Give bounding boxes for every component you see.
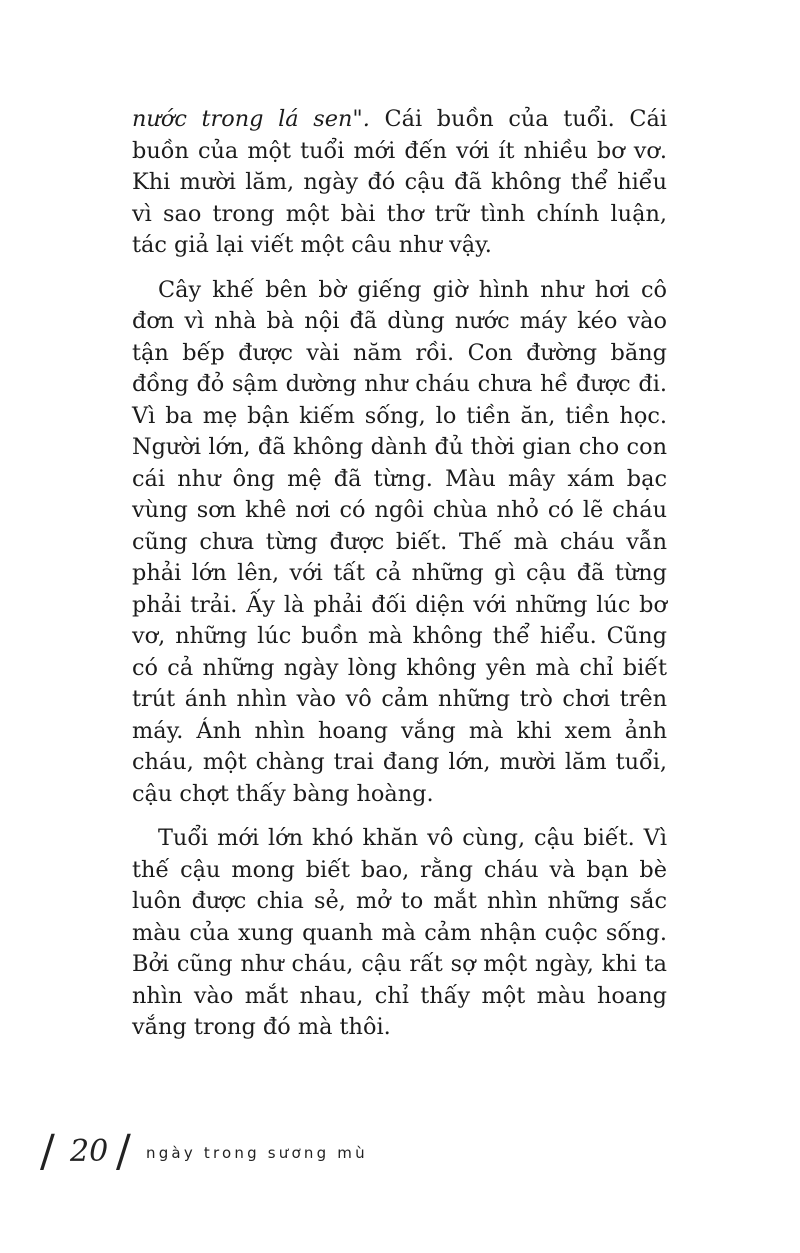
page-footer: [40, 1126, 460, 1178]
paragraph-text: Tuổi mới lớn khó khăn vô cùng, cậu biết. Vì thế cậu mong biết bao, rằng cháu và bạn bè luôn được chia sẻ, mở to mắt nhìn những sắc màu của xung quanh mà cảm nhận cuộc sống. Bởi cũng như cháu, cậu rất sợ một ngày, khi ta nhìn vào mắt nhau, chỉ thấy một màu hoang vắng trong đó mà thôi.: [132, 825, 667, 1040]
paragraph: [132, 104, 667, 262]
paragraph: [132, 275, 667, 811]
page-number: 20: [70, 1134, 109, 1169]
italic-quote: nước trong lá sen".: [132, 106, 370, 132]
paragraph-text: Cái buồn của tuổi. Cái buồn của một tuổi mới đến với ít nhiều bơ vơ. Khi mười lăm, ngày đó cậu đã không thể hiểu vì sao trong một bài thơ trữ tình chính luận, tác giả lại viết một câu như vậy.: [132, 106, 667, 258]
running-title: ngày trong sương mù: [146, 1144, 368, 1162]
body-text: [132, 104, 667, 1057]
paragraph-text: Cây khế bên bờ giếng giờ hình như hơi cô đơn vì nhà bà nội đã dùng nước máy kéo vào tận bếp được vài năm rồi. Con đường băng đồng đỏ sậm dường như cháu chưa hề được đi. Vì ba mẹ bận kiếm sống, lo tiền ăn, tiền học. Người lớn, đã không dành đủ thời gian cho con cái như ông mệ đã từng. Màu mây xám bạc vùng sơn khê nơi có ngôi chùa nhỏ có lẽ cháu cũng chưa từng được biết. Thế mà cháu vẫn phải lớn lên, với tất cả những gì cậu đã từng phải trải. Ấy là phải đối diện với những lúc bơ vơ, những lúc buồn mà không thể hiểu. Cũng có cả những ngày lòng không yên mà chỉ biết trút ánh nhìn vào vô cảm những trò chơi trên máy. Ánh nhìn hoang vắng mà khi xem ảnh cháu, một chàng trai đang lớn, mười lăm tuổi, cậu chợt thấy bàng hoàng.: [132, 276, 667, 807]
divider-slash: /: [40, 1126, 55, 1177]
paragraph: [132, 823, 667, 1044]
divider-slash: /: [116, 1126, 131, 1177]
